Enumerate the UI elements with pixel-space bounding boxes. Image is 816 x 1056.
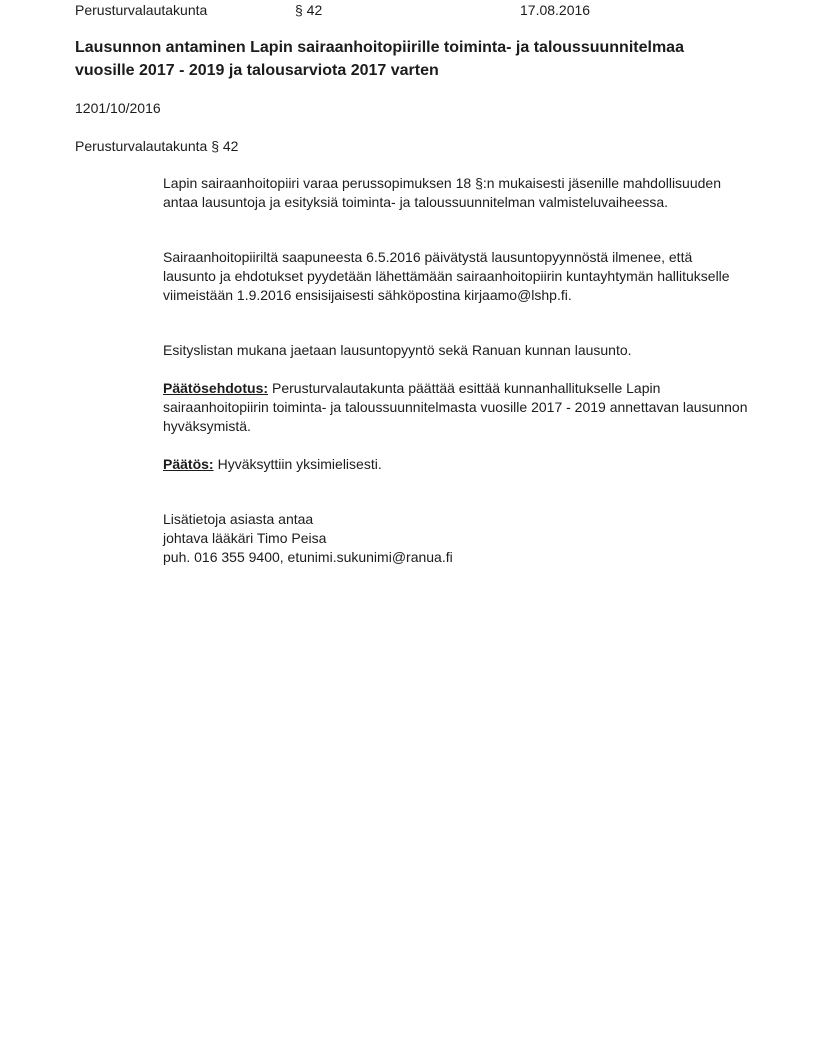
document-title: Lausunnon antaminen Lapin sairaanhoitopiirille toiminta- ja taloussuunnitelmaa vuosille 2017 - 2019 ja talousarviota 2017 varten [75,39,684,79]
decision-proposal [163,379,748,436]
decision-text: Hyväksyttiin yksimielisesti. [217,456,382,472]
contact-info [163,510,748,567]
header-section-number: § 42 [295,2,323,18]
contact-intro-line: Lisätietoja asiasta antaa [163,511,314,527]
decision [163,455,748,474]
header-meeting-date: 17.08.2016 [520,2,591,18]
paragraph-statement-request: Sairaanhoitopiiriltä saapuneesta 6.5.2016 päivätystä lausuntopyynnöstä ilmenee, että lausunto ja ehdotukset pyydetään lähettämään sairaanhoitopiirin kuntayhtymän hallitukselle viimeistään 1.9.2016 ensisijaisesti sähköpostina kirjaamo@lshp.fi. [163,249,730,303]
decision-proposal-label: Päätösehdotus: [163,380,269,396]
paragraph-attachments: Esityslistan mukana jaetaan lausuntopyyntö sekä Ranuan kunnan lausunto. [163,342,632,358]
header-committee-name: Perusturvalautakunta [75,2,208,18]
contact-phone-email-line: puh. 016 355 9400, etunimi.sukunimi@ranua.fi [163,549,453,565]
contact-person-line: johtava lääkäri Timo Peisa [163,530,327,546]
document-header [0,1,816,20]
committee-section-subheading: Perusturvalautakunta § 42 [75,138,239,154]
case-number: 1201/10/2016 [75,100,161,116]
decision-label: Päätös: [163,456,214,472]
paragraph-preparation-possibility: Lapin sairaanhoitopiiri varaa perussopimuksen 18 §:n mukaisesti jäsenille mahdollisuuden antaa lausuntoja ja esityksiä toiminta- ja taloussuunnitelman valmisteluvaiheessa. [163,175,721,210]
decision-proposal-text: Perusturvalautakunta päättää esittää kunnanhallitukselle Lapin sairaanhoitopiirin toiminta- ja taloussuunnitelmasta vuosille 2017 - 2019 annettavan lausunnon hyväksymistä. [163,380,748,434]
